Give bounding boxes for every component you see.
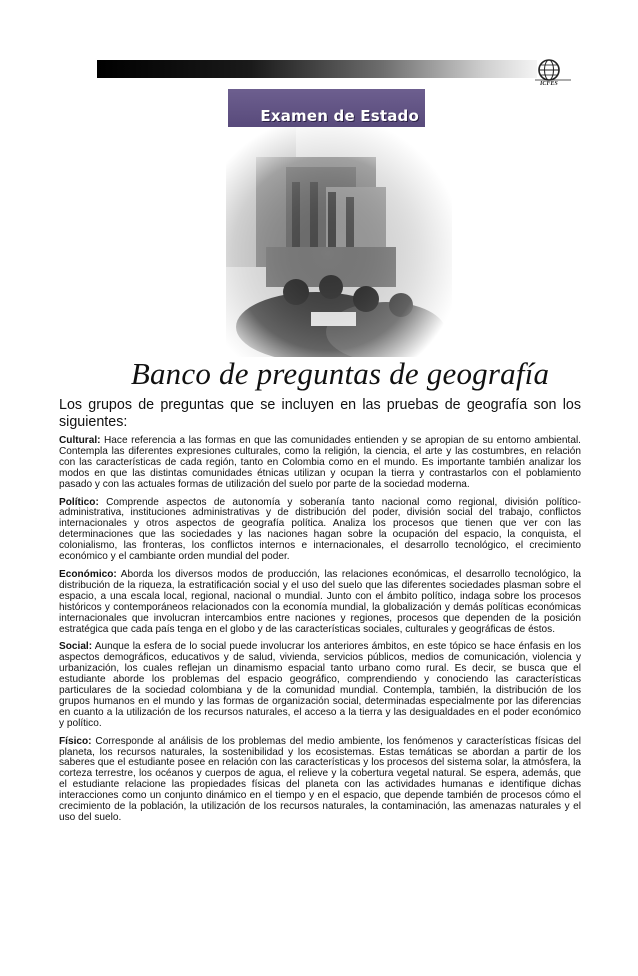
section-term: Cultural: <box>59 435 101 446</box>
exam-label: Examen de Estado <box>260 107 419 125</box>
section-text: Corresponde al análisis de los problemas del medio ambiente, los fenómenos y características físicas del planeta, los recursos naturales, la sostenibilidad y los ecosistemas. Estas temáticas se abordan a partir de los saberes que el estudiante posee en relación con las características y los procesos del sistema solar, la atmósfera, la corteza terrestre, los océanos y cuerpos de agua, el relieve y la cobertura vegetal natural. Se espera, además, que el estudiante relacione las propiedades físicas del planeta con las actividades humanas e identifique dichas interacciones como un conjunto dinámico en el tiempo y en el espacio, que depende también de procesos cómo el crecimiento de la población, la utilización de los recursos naturales, la contaminación, las amenazas naturales y el uso del suelo. <box>59 735 581 823</box>
section-politico <box>59 498 581 563</box>
students-building-photo <box>226 127 452 357</box>
section-text: Aborda los diversos modos de producción, las relaciones económicas, el desarrollo tecnológico, la distribución de la riqueza, la estratificación social y el uso del suelo que las diferentes sociedades plasman sobre el espacio, a una escala local, regional, nacional o mundial. Junto con el ámbito político, indaga sobre los procesos históricos y contemporáneos relacionados con la economía mundial, la globalización y demás políticas económicas internacionales que involucran intercambios entre naciones y regiones, procesos que dependen de la posición estratégica que cada país tenga en el globo y de las características sociales, culturales y geográficas de éstos. <box>59 568 581 635</box>
section-term: Económico: <box>59 568 117 580</box>
section-fisico <box>59 737 581 824</box>
sections-list <box>59 436 581 831</box>
exam-banner <box>228 89 425 129</box>
section-text: Hace referencia a las formas en que las comunidades entienden y se apropian de su entorno ambiental. Contempla las diferentes expresiones culturales, como la religión, la ciencia, el arte y las costumbres, en relación con las características de cada región, tanto en Colombia como en el mundo. Es importante también analizar los modos en que las distintas comunidades étnicas utilizan y ocupan la tierra y contrastarlos con el poblamiento pasado y con las actuales formas de utilización del suelo por parte de la sociedad moderna. <box>59 435 581 490</box>
section-economico <box>59 570 581 635</box>
header-gradient-bar <box>97 60 537 78</box>
intro-paragraph: Los grupos de preguntas que se incluyen en las pruebas de geografía son los siguientes: <box>59 397 581 430</box>
section-cultural <box>59 436 581 491</box>
section-text: Aunque la esfera de lo social puede involucrar los anteriores ámbitos, en este tópico se hace énfasis en los aspectos demográficos, educativos y de salud, vivienda, servicios públicos, medios de comunicación, violencia y urbanización, los cuales reflejan un dinamismo espacial tanto urbano como rural. Es decir, se busca que el estudiante aborde los problemas del espacio geográfico, comprendiendo y conociendo las características particulares de la sociedad colombiana y de la comunidad mundial. Contempla, también, la distribución de los grupos humanos en el mundo y las formas de organización social, determinadas especialmente por las diferencias en cuanto a la utilización de los recursos naturales, el acceso a la tierra y las desigualdades en el poder económico y político. <box>59 641 582 729</box>
section-term: Físico: <box>59 735 92 747</box>
section-term: Político: <box>59 496 99 508</box>
section-term: Social: <box>59 641 93 653</box>
section-text: Comprende aspectos de autonomía y soberanía tanto nacional como regional, división político-administrativa, instituciones administrativas y de distribución del poder, división social del trabajo, conflictos internacionales y otros aspectos de geografía política. Analiza los procesos que tienen que ver con las determinaciones que las sociedades y las naciones hagan sobre la ocupación del espacio, la conquista, el colonialismo, las fronteras, los conflictos internos e internacionales, el desarrollo tecnológico, el crecimiento económico y el cambiante orden mundial del poder. <box>59 496 581 563</box>
page-title: Banco de preguntas de geografía <box>130 356 550 391</box>
section-social <box>59 642 581 729</box>
logo-text: ICFES <box>540 81 558 87</box>
